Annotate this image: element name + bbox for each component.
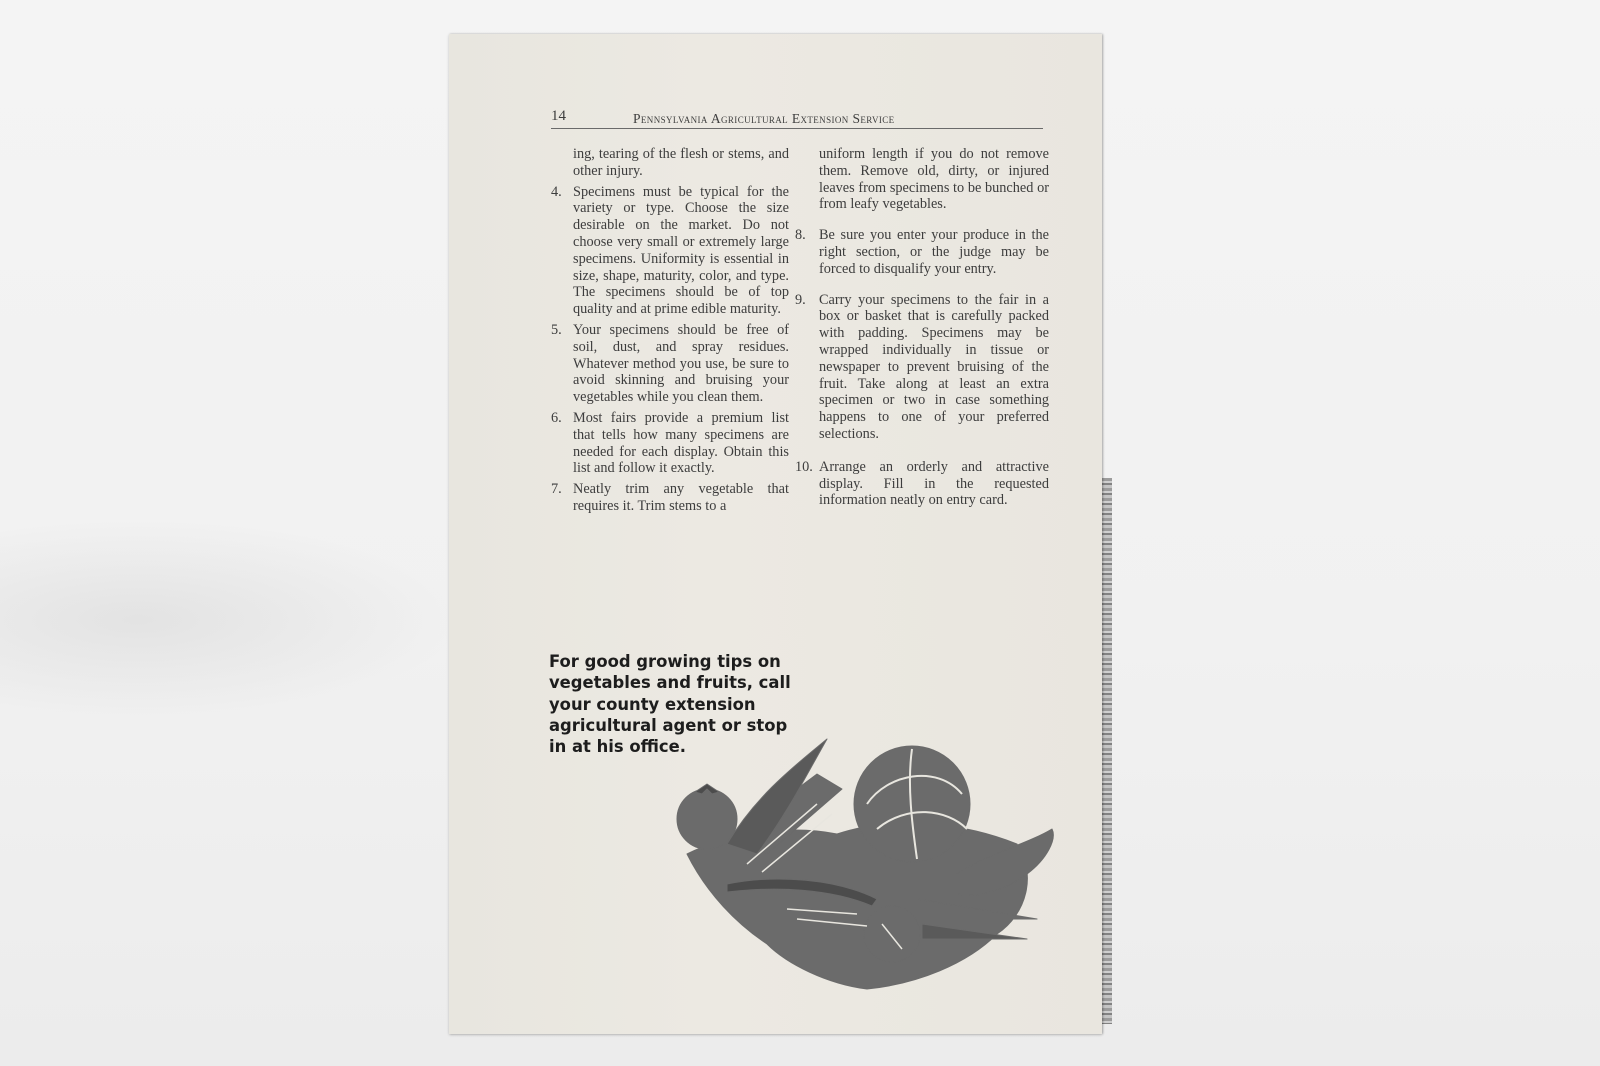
- backdrop: [0, 520, 460, 720]
- page-header: [551, 106, 1043, 129]
- item-number: 6.: [551, 409, 562, 426]
- item-text: Be sure you enter your produce in the right section, or the judge may be forced to disqualify your entry.: [819, 227, 1049, 277]
- item-text: Specimens must be typical for the variety or type. Choose the size desirable on the market. Do not choose very small or extremely large specimens. Uniformity is essential in size, shape, maturity, color, and type. The specimens should be of top quality and at prime edible maturity.: [573, 183, 789, 318]
- item-number: 7.: [551, 481, 562, 498]
- list-item: [551, 481, 789, 515]
- item-text: Neatly trim any vegetable that requires it. Trim stems to a: [573, 481, 789, 514]
- item-text: Arrange an orderly and attractive display. Fill in the requested information neatly on entry card.: [819, 458, 1049, 509]
- list-item: [795, 227, 1049, 277]
- list-item: [551, 410, 789, 477]
- item-number: 4.: [551, 183, 562, 200]
- item-text: Carry your specimens to the fair in a box or basket that is carefully packed with padding. Specimens may be wrapped individually in tissue or newspaper to prevent bruising of the fruit. Take along at least an extra specimen or two in case something happens to one of your preferred selections.: [819, 291, 1049, 442]
- item-text: Most fairs provide a premium list that tells how many specimens are needed for each display. Obtain this list and follow it exactly.: [573, 409, 789, 477]
- extension-tip-callout: For good growing tips on vegetables and fruits, call your county extension agricultural agent or stop in at his office.: [549, 652, 791, 757]
- list-item: [551, 322, 789, 406]
- list-item: [551, 184, 789, 318]
- page-number: 14: [551, 108, 566, 124]
- cabbage-shape: [854, 746, 970, 862]
- continued-item-text: uniform length if you do not remove them. Remove old, dirty, or injured leaves from specimens to be bunched or from leafy vegetables.: [819, 146, 1049, 213]
- item-number: 5.: [551, 321, 562, 338]
- item-number: 9.: [795, 291, 806, 308]
- beet-shape: [864, 906, 920, 962]
- right-column: [795, 146, 1049, 513]
- booklet-page: [449, 34, 1102, 1034]
- continued-item-text: ing, tearing of the flesh or stems, and other injury.: [573, 146, 789, 179]
- list-item: [795, 292, 1049, 443]
- tomato-shape: [677, 789, 737, 849]
- item-number: 10.: [795, 458, 813, 475]
- left-column: [551, 146, 789, 519]
- list-item: [795, 459, 1049, 509]
- item-text: Your specimens should be free of soil, dust, and spray residues. Whatever method you use, be sure to avoid skinning and bruising your vegetables while you clean them.: [573, 321, 789, 406]
- running-head: Pennsylvania Agricultural Extension Service: [633, 111, 895, 126]
- vegetables-illustration: [667, 734, 1067, 994]
- item-number: 8.: [795, 227, 806, 244]
